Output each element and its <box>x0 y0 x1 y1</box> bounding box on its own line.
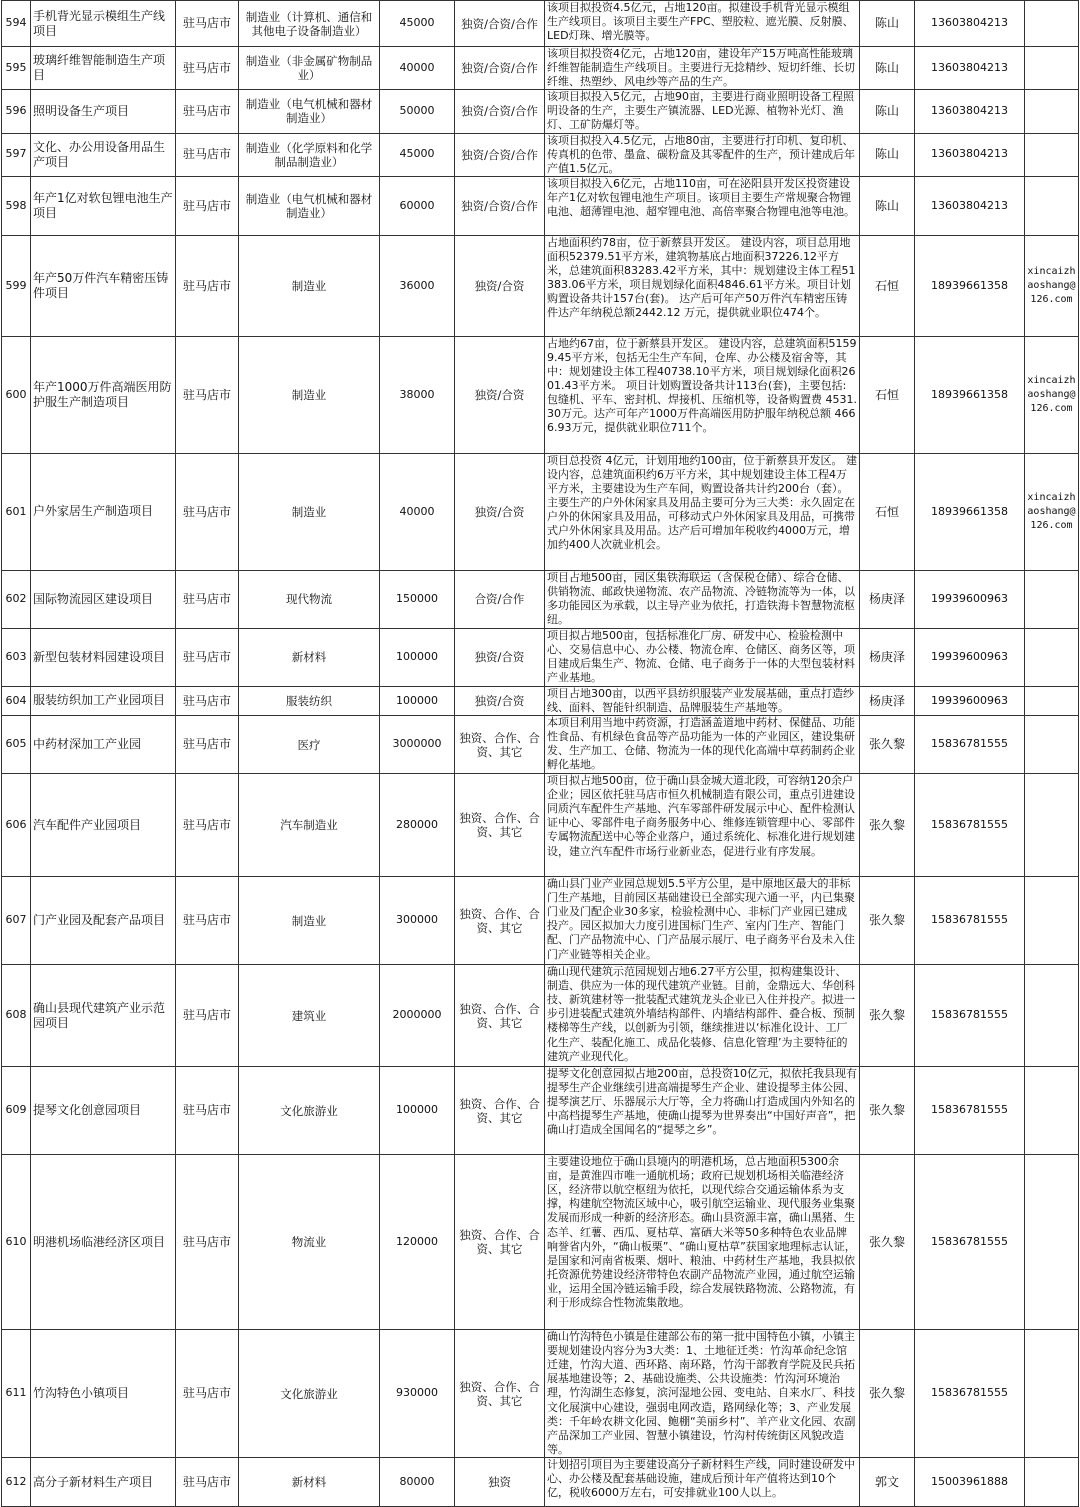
cooperation-mode: 独资/合资/合作 <box>455 47 545 90</box>
city: 驻马店市 <box>176 1155 239 1330</box>
project-description: 项目拟占地500亩，位于确山县金城大道北段，可容纳120余户企业；园区依托驻马店市恒久机械制造有限公司，重点引进建设同质汽车配件生产基地、汽车零部件研发展示中心、配件检测认证中心、零部件电子商务服务中心、维修连锁管理中心、零部件专属物流配送中心等企业落户，通过系统化、标准化进行规划建设，建立汽车配件市场行业新业态，促进行业有序发展。 <box>545 774 860 877</box>
cooperation-mode: 独资/合资/合作 <box>455 1 545 47</box>
cooperation-mode: 独资、合作、合资、其它 <box>455 774 545 877</box>
cooperation-mode: 独资/合资/合作 <box>455 176 545 235</box>
contact-person: 石恒 <box>860 336 915 453</box>
row-number: 609 <box>2 1067 31 1155</box>
project-name: 中药材深加工产业园 <box>31 716 176 774</box>
investment-amount: 930000 <box>380 1330 455 1458</box>
row-number: 604 <box>2 686 31 715</box>
email-address <box>1025 90 1079 133</box>
cooperation-mode: 独资/合资/合作 <box>455 133 545 176</box>
industry: 制造业（计算机、通信和其他电子设备制造业） <box>239 1 380 47</box>
investment-amount: 100000 <box>380 686 455 715</box>
email-address <box>1025 133 1079 176</box>
investment-amount: 45000 <box>380 1 455 47</box>
city: 驻马店市 <box>176 1330 239 1458</box>
project-name: 提琴文化创意园项目 <box>31 1067 176 1155</box>
email-address: xincaizhaoshang@126.com <box>1025 235 1079 336</box>
cooperation-mode: 独资/合资 <box>455 628 545 686</box>
contact-person: 陈山 <box>860 133 915 176</box>
project-name: 高分子新材料生产项目 <box>31 1458 176 1507</box>
city: 驻马店市 <box>176 570 239 628</box>
city: 驻马店市 <box>176 686 239 715</box>
table-row <box>2 47 1079 90</box>
contact-person: 郭文 <box>860 1458 915 1507</box>
row-number: 598 <box>2 176 31 235</box>
project-description: 该项目拟投入4.5亿元，占地80亩，主要进行打印机、复印机、传真机的色带、墨盒、碳粉盒及其零配件的生产，预计建成后年产值1.5亿元。 <box>545 133 860 176</box>
phone-number: 13603804213 <box>915 133 1025 176</box>
phone-number: 13603804213 <box>915 176 1025 235</box>
table-row <box>2 1330 1079 1458</box>
table-row <box>2 336 1079 453</box>
city: 驻马店市 <box>176 628 239 686</box>
project-name: 手机背光显示模组生产线项目 <box>31 1 176 47</box>
project-name: 新型包装材料园建设项目 <box>31 628 176 686</box>
table-row <box>2 628 1079 686</box>
investment-amount: 38000 <box>380 336 455 453</box>
project-name: 明港机场临港经济区项目 <box>31 1155 176 1330</box>
row-number: 607 <box>2 877 31 965</box>
row-number: 597 <box>2 133 31 176</box>
cooperation-mode: 合资/合作 <box>455 570 545 628</box>
industry: 现代物流 <box>239 570 380 628</box>
project-name: 服装纺织加工产业园项目 <box>31 686 176 715</box>
table-row <box>2 176 1079 235</box>
industry: 制造业（电气机械和器材制造业） <box>239 176 380 235</box>
project-description: 占地约67亩，位于新蔡县开发区。 建设内容，总建筑面积51599.45平方米，包括无尘生产车间，仓库、办公楼及宿舍等，其中：规划建设主体工程40738.10平方米，项目规划绿化面积2601.43平方米。 项目计划购置设备共计113台(套)，主要包括:包缝机、平车、密封机、焊接机、压缩机等，设备购置费 4531.30万元。达产可年产1000万件高端医用防护服年纳税总额 4666.93万元，提供就业职位711个。 <box>545 336 860 453</box>
city: 驻马店市 <box>176 774 239 877</box>
investment-amount: 120000 <box>380 1155 455 1330</box>
city: 驻马店市 <box>176 336 239 453</box>
investment-amount: 100000 <box>380 628 455 686</box>
phone-number: 13603804213 <box>915 47 1025 90</box>
project-description: 确山县门业产业园总规划5.5平方公里，是中原地区最大的非标门生产基地，目前园区基础建设已全部实现六通一平，内已集聚门业及门配企业30多家，检验检测中心、非标门产业园已建成投产。园区拟加大力度引进国标门生产、室内门生产、智能门配、门产品物流中心、门产品展示展厅、电子商务平台及未入住门产业链等相关企业。 <box>545 877 860 965</box>
city: 驻马店市 <box>176 453 239 570</box>
project-description: 该项目拟投入6亿元，占地110亩，可在泌阳县开发区投资建设年产1亿对软包锂电池生产项目。该项目主要生产常规聚合物锂电池、超薄锂电池、超窄锂电池、高倍率聚合物锂电池等电池。 <box>545 176 860 235</box>
email-address <box>1025 47 1079 90</box>
project-description: 计划招引项目为主要建设高分子新材料生产线，同时建设研发中心、办公楼及配套基础设施，建成后预计年产值将达到10个亿，税收6000万左右，可安排就业100人以上。 <box>545 1458 860 1507</box>
phone-number: 19939600963 <box>915 686 1025 715</box>
project-name: 照明设备生产项目 <box>31 90 176 133</box>
phone-number: 13603804213 <box>915 1 1025 47</box>
project-description: 本项目利用当地中药资源，打造涵盖道地中药材、保健品、功能性食品、有机绿色食品等产品功能为一体的产业园区，建设集研发、生产加工、仓储、物流为一体的现代化高端中草药制药企业孵化基地。 <box>545 716 860 774</box>
phone-number: 15836781555 <box>915 774 1025 877</box>
contact-person: 陈山 <box>860 90 915 133</box>
table-row <box>2 774 1079 877</box>
industry: 新材料 <box>239 628 380 686</box>
cooperation-mode: 独资、合作、合资、其它 <box>455 965 545 1067</box>
email-address <box>1025 628 1079 686</box>
email-address <box>1025 1330 1079 1458</box>
project-name: 年产50万件汽车精密压铸件项目 <box>31 235 176 336</box>
row-number: 603 <box>2 628 31 686</box>
table-row <box>2 686 1079 715</box>
phone-number: 19939600963 <box>915 570 1025 628</box>
project-name: 玻璃纤维智能制造生产项目 <box>31 47 176 90</box>
email-address <box>1025 965 1079 1067</box>
contact-person: 陈山 <box>860 1 915 47</box>
industry: 新材料 <box>239 1458 380 1507</box>
investment-amount: 3000000 <box>380 716 455 774</box>
row-number: 594 <box>2 1 31 47</box>
table-row <box>2 965 1079 1067</box>
phone-number: 15836781555 <box>915 1067 1025 1155</box>
contact-person: 杨庚泽 <box>860 628 915 686</box>
project-description: 该项目拟投资4.5亿元，占地120亩。拟建设手机背光显示模组生产线项目。该项目主要生产FPC、塑胶粒、遮光膜、反射膜、LED灯珠、增光膜等。 <box>545 1 860 47</box>
table-row <box>2 570 1079 628</box>
table-row <box>2 133 1079 176</box>
project-description: 确山竹沟特色小镇是住建部公布的第一批中国特色小镇，小镇主要规划建设内容分为3大类：1、土地征迁类：竹沟革命纪念馆迁建，竹沟大道、西环路、南环路，竹沟干部教育学院及民兵拓展基地建设等；2、基础设施类、公共设施类：竹沟河环境治理，竹沟湖生态修复，滨河湿地公园、变电站、自来水厂、科技文化展演中心建设，强弱电网改造，路网绿化等；3、产业发展类：千年岭农耕文化园、鲍棚“美丽乡村”、羊产业文化园、农副产品深加工产业园、智慧小镇建设，竹沟村传统街区风貌改造等。 <box>545 1330 860 1458</box>
table-row <box>2 453 1079 570</box>
industry: 文化旅游业 <box>239 1067 380 1155</box>
industry: 制造业 <box>239 453 380 570</box>
project-name: 户外家居生产制造项目 <box>31 453 176 570</box>
contact-person: 张久黎 <box>860 774 915 877</box>
table-body <box>2 1 1079 1507</box>
project-name: 门产业园及配套产品项目 <box>31 877 176 965</box>
project-name: 汽车配件产业园项目 <box>31 774 176 877</box>
city: 驻马店市 <box>176 965 239 1067</box>
project-description: 确山现代建筑示范园规划占地6.27平方公里，拟构建集设计、制造、供应为一体的现代建筑产业链。目前，金鼎远大、华创科技、新筑建材等一批装配式建筑龙头企业已入住并投产。拟进一步引进装配式建筑外墙结构部件、内墙结构部件、叠合板、预制楼梯等生产线，以创新为引领，继续推进以‘标准化设计、工厂化生产、装配化施工、成品化装修、信息化管理’为主要特征的建筑产业现代化。 <box>545 965 860 1067</box>
email-address <box>1025 877 1079 965</box>
phone-number: 13603804213 <box>915 90 1025 133</box>
city: 驻马店市 <box>176 133 239 176</box>
industry: 医疗 <box>239 716 380 774</box>
email-address <box>1025 1458 1079 1507</box>
city: 驻马店市 <box>176 47 239 90</box>
row-number: 606 <box>2 774 31 877</box>
investment-amount: 40000 <box>380 453 455 570</box>
contact-person: 石恒 <box>860 235 915 336</box>
industry: 制造业 <box>239 235 380 336</box>
table-row <box>2 235 1079 336</box>
email-address <box>1025 1 1079 47</box>
project-description: 该项目拟投入5亿元，占地90亩，主要进行商业照明设备工程照明设备的生产，主要生产镇流器、LED光源、植物补光灯、渔灯、工矿防爆灯等。 <box>545 90 860 133</box>
cooperation-mode: 独资/合资 <box>455 686 545 715</box>
phone-number: 18939661358 <box>915 336 1025 453</box>
row-number: 612 <box>2 1458 31 1507</box>
industry: 汽车制造业 <box>239 774 380 877</box>
row-number: 611 <box>2 1330 31 1458</box>
project-name: 确山县现代建筑产业示范园项目 <box>31 965 176 1067</box>
contact-person: 张久黎 <box>860 965 915 1067</box>
phone-number: 19939600963 <box>915 628 1025 686</box>
phone-number: 18939661358 <box>915 235 1025 336</box>
investment-amount: 150000 <box>380 570 455 628</box>
project-name: 竹沟特色小镇项目 <box>31 1330 176 1458</box>
email-address: xincaizhaoshang@126.com <box>1025 336 1079 453</box>
cooperation-mode: 独资/合资/合作 <box>455 90 545 133</box>
email-address <box>1025 686 1079 715</box>
table-row <box>2 90 1079 133</box>
contact-person: 陈山 <box>860 47 915 90</box>
industry: 服装纺织 <box>239 686 380 715</box>
table-row <box>2 1 1079 47</box>
phone-number: 15836781555 <box>915 877 1025 965</box>
project-description: 主要建设地位于确山县境内的明港机场，总占地面积5300余亩，是黄淮四市唯一通航机场；政府已规划机场相关临港经济区，经济带以航空枢纽为依托，以现代综合交通运输体系为支撑，构建航空物流区域中心，吸引航空运输业、现代服务业集聚发展而形成一种新的经济形态。确山县资源丰富，确山黑猪、生态羊、红薯、西瓜、夏枯草、富硒大米等50多种特色农业品牌响誉省内外，“确山板栗”、“确山夏枯草”获国家地理标志认证，是国家和河南省板栗、烟叶、粮油、中药材生产基地，我县拟依托资源优势建设经济带特色农副产品物流产业园，通过航空运输业，运用全国冷链运输手段，综合发展铁路物流、公路物流，有利于形成综合性物流集散地。 <box>545 1155 860 1330</box>
row-number: 601 <box>2 453 31 570</box>
phone-number: 15003961888 <box>915 1458 1025 1507</box>
industry: 文化旅游业 <box>239 1330 380 1458</box>
investment-amount: 280000 <box>380 774 455 877</box>
investment-amount: 40000 <box>380 47 455 90</box>
project-name: 年产1000万件高端医用防护服生产制造项目 <box>31 336 176 453</box>
table-row <box>2 716 1079 774</box>
investment-amount: 80000 <box>380 1458 455 1507</box>
project-name: 国际物流园区建设项目 <box>31 570 176 628</box>
contact-person: 石恒 <box>860 453 915 570</box>
project-table <box>1 0 1079 1507</box>
contact-person: 杨庚泽 <box>860 570 915 628</box>
investment-amount: 60000 <box>380 176 455 235</box>
contact-person: 张久黎 <box>860 877 915 965</box>
project-description: 项目总投资 4亿元，计划用地约100亩，位于新蔡县开发区。 建设内容，总建筑面积约6万平方米，其中规划建设主体工程4万平方米，主要建设为生产车间，购置设备共计约200台（套）。主要生产的户外休闲家具及用品主要可分为三大类：永久固定在户外的休闲家具及用品，可移动式户外休闲家具及用品，可携带式户外休闲家具及用品。达产后可增加年税收约4000万元，增加约400人次就业机会。 <box>545 453 860 570</box>
city: 驻马店市 <box>176 1 239 47</box>
table-row <box>2 1155 1079 1330</box>
contact-person: 张久黎 <box>860 1330 915 1458</box>
phone-number: 15836781555 <box>915 965 1025 1067</box>
project-name: 年产1亿对软包锂电池生产项目 <box>31 176 176 235</box>
contact-person: 张久黎 <box>860 1067 915 1155</box>
project-description: 该项目拟投资4亿元，占地120亩，建设年产15万吨高性能玻璃纤维智能制造生产线项目。主要进行无捻精纱、短切纤维、长切纤维、热塑纱、风电纱等产品的生产。 <box>545 47 860 90</box>
row-number: 608 <box>2 965 31 1067</box>
phone-number: 15836781555 <box>915 1330 1025 1458</box>
city: 驻马店市 <box>176 90 239 133</box>
email-address <box>1025 1155 1079 1330</box>
industry: 制造业（化学原料和化学制品制造业） <box>239 133 380 176</box>
row-number: 600 <box>2 336 31 453</box>
investment-amount: 36000 <box>380 235 455 336</box>
cooperation-mode: 独资/合资 <box>455 235 545 336</box>
cooperation-mode: 独资、合作、合资、其它 <box>455 1067 545 1155</box>
table-row <box>2 1458 1079 1507</box>
email-address <box>1025 716 1079 774</box>
row-number: 602 <box>2 570 31 628</box>
row-number: 595 <box>2 47 31 90</box>
investment-amount: 100000 <box>380 1067 455 1155</box>
cooperation-mode: 独资、合作、合资、其它 <box>455 716 545 774</box>
phone-number: 15836781555 <box>915 716 1025 774</box>
cooperation-mode: 独资、合作、合资、其它 <box>455 1330 545 1458</box>
industry: 物流业 <box>239 1155 380 1330</box>
investment-amount: 300000 <box>380 877 455 965</box>
contact-person: 张久黎 <box>860 1155 915 1330</box>
email-address <box>1025 774 1079 877</box>
phone-number: 18939661358 <box>915 453 1025 570</box>
city: 驻马店市 <box>176 176 239 235</box>
project-description: 占地面积约78亩，位于新蔡县开发区。 建设内容，项目总用地面积52379.51平方米，建筑物基底占地面积37226.12平方米，总建筑面积83283.42平方米，其中：规划建设主体工程51383.06平方米，项目规划绿化面积4846.61平方米。项目计划购置设备共计157台(套)。 达产后可年产50万件汽车精密压铸件达产年纳税总额2442.12 万元，提供就业职位474个。 <box>545 235 860 336</box>
project-description: 提琴文化创意园拟占地200亩，总投资10亿元，拟依托我县现有提琴生产企业继续引进高端提琴生产企业、建设提琴主体公园、提琴演艺厅、乐器展示大厅等，全力将确山打造成国内外知名的中高档提琴生产基地，使确山提琴为世界奏出“中国好声音”，把确山打造成全国闻名的“提琴之乡”。 <box>545 1067 860 1155</box>
industry: 制造业 <box>239 336 380 453</box>
industry: 建筑业 <box>239 965 380 1067</box>
investment-amount: 2000000 <box>380 965 455 1067</box>
contact-person: 张久黎 <box>860 716 915 774</box>
row-number: 599 <box>2 235 31 336</box>
cooperation-mode: 独资、合作、合资、其它 <box>455 1155 545 1330</box>
city: 驻马店市 <box>176 716 239 774</box>
table-row <box>2 1067 1079 1155</box>
industry: 制造业 <box>239 877 380 965</box>
investment-amount: 50000 <box>380 90 455 133</box>
project-name: 文化、办公用设备用品生产项目 <box>31 133 176 176</box>
cooperation-mode: 独资/合资 <box>455 336 545 453</box>
industry: 制造业（电气机械和器材制造业） <box>239 90 380 133</box>
table-row <box>2 877 1079 965</box>
city: 驻马店市 <box>176 877 239 965</box>
email-address: xincaizhaoshang@126.com <box>1025 453 1079 570</box>
row-number: 596 <box>2 90 31 133</box>
cooperation-mode: 独资、合作、合资、其它 <box>455 877 545 965</box>
cooperation-mode: 独资/合资 <box>455 453 545 570</box>
row-number: 605 <box>2 716 31 774</box>
project-description: 项目拟占地500亩，包括标准化厂房、研发中心、检验检测中心、交易信息中心、办公楼、物流仓库、仓储区、商务区等，项目建成后集生产、物流、仓储、电子商务于一体的大型包装材料产业基地。 <box>545 628 860 686</box>
email-address <box>1025 570 1079 628</box>
cooperation-mode: 独资 <box>455 1458 545 1507</box>
project-description: 项目占地300亩，以西平县纺织服装产业发展基础，重点打造纱线、面料、智能针织制造、品牌服装生产基地等。 <box>545 686 860 715</box>
investment-amount: 45000 <box>380 133 455 176</box>
email-address <box>1025 1067 1079 1155</box>
project-description: 项目占地500亩，园区集铁海联运（含保税仓储）、综合仓储、供销物流、邮政快递物流、农产品物流、冷链物流等为一体，以多功能园区为承载，以主导产业为依托，打造铁海卡智慧物流枢纽。 <box>545 570 860 628</box>
contact-person: 陈山 <box>860 176 915 235</box>
city: 驻马店市 <box>176 1067 239 1155</box>
email-address <box>1025 176 1079 235</box>
contact-person: 杨庚泽 <box>860 686 915 715</box>
city: 驻马店市 <box>176 235 239 336</box>
phone-number: 15836781555 <box>915 1155 1025 1330</box>
row-number: 610 <box>2 1155 31 1330</box>
industry: 制造业（非金属矿物制品业） <box>239 47 380 90</box>
city: 驻马店市 <box>176 1458 239 1507</box>
